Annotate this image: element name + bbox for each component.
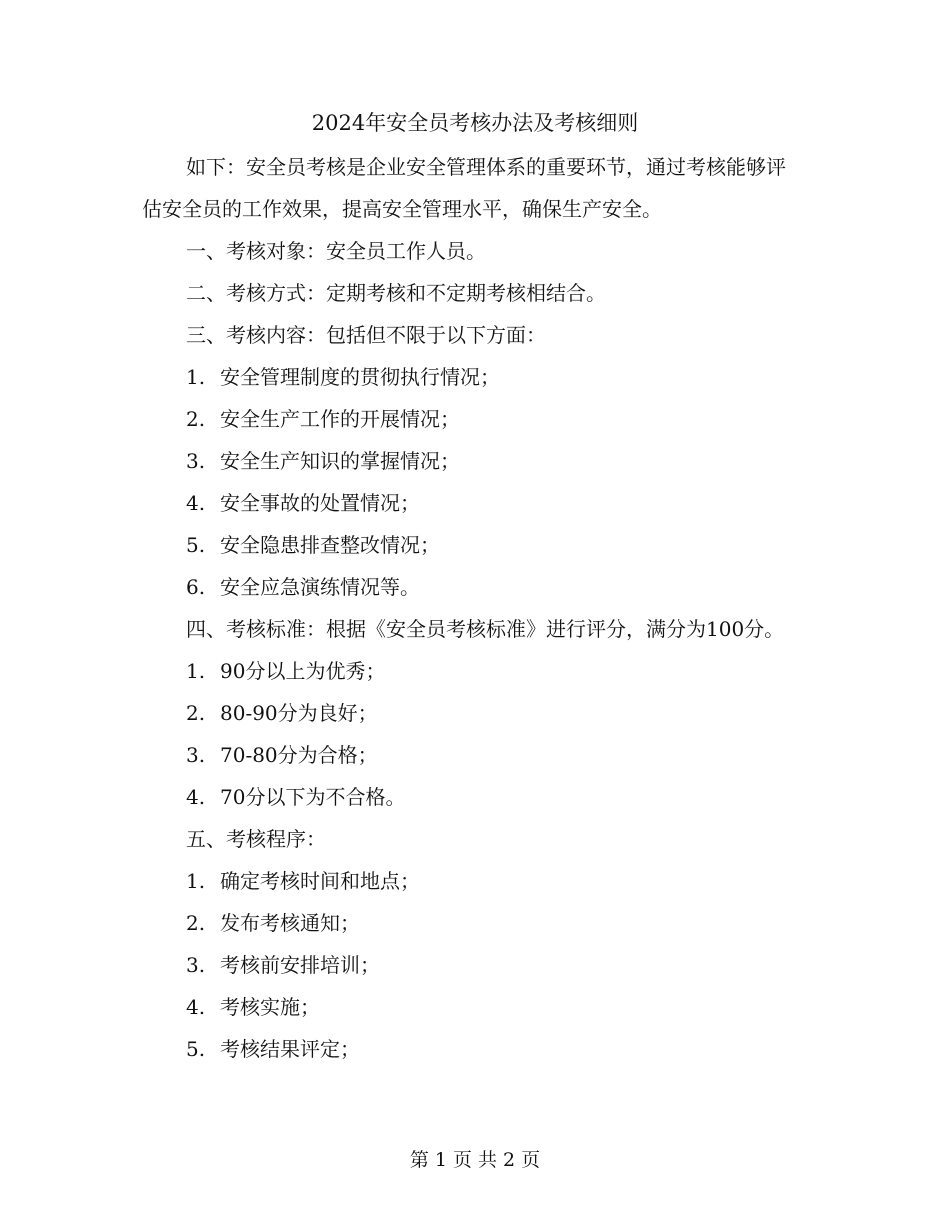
- list-item-number: 5.: [186, 533, 206, 557]
- list-item-number: 1.: [186, 869, 206, 893]
- list-item: [142, 1028, 802, 1070]
- list-item: [142, 986, 802, 1028]
- document-title: 2024年安全员考核办法及考核细则: [311, 111, 639, 135]
- list-item: [142, 482, 802, 524]
- list-item-number: 2.: [186, 911, 206, 935]
- intro-paragraph: 如下：安全员考核是企业安全管理体系的重要环节，通过考核能够评估安全员的工作效果，提高安全管理水平，确保生产安全。: [142, 155, 786, 221]
- list-item-text: 安全隐患排查整改情况；: [220, 533, 440, 557]
- list-item-number: 6.: [186, 575, 206, 599]
- list-item: [142, 734, 802, 776]
- list-item: [142, 944, 802, 986]
- section-5-heading: 五、考核程序：: [186, 827, 326, 851]
- list-item-text: 安全管理制度的贯彻执行情况；: [220, 365, 500, 389]
- list-item-text: 考核实施；: [220, 995, 320, 1019]
- list-item-number: 3.: [186, 953, 206, 977]
- list-item-text: 考核结果评定；: [220, 1037, 360, 1061]
- list-item-number: 1.: [186, 365, 206, 389]
- list-item-number: 4.: [186, 995, 206, 1019]
- section-3-list: [142, 356, 802, 608]
- list-item-text: 安全生产知识的掌握情况；: [220, 449, 460, 473]
- list-item-text: 80-90分为良好；: [220, 701, 378, 725]
- list-item-text: 安全应急演练情况等。: [220, 575, 420, 599]
- list-item: [142, 356, 802, 398]
- list-item: [142, 440, 802, 482]
- list-item-number: 4.: [186, 785, 206, 809]
- list-item-text: 90分以上为优秀；: [220, 659, 386, 683]
- list-item-number: 4.: [186, 491, 206, 515]
- section-5-list: [142, 860, 802, 1070]
- page-number-footer: 第 1 页 共 2 页: [409, 1149, 541, 1171]
- section-1-heading: 一、考核对象：安全员工作人员。: [186, 239, 486, 263]
- list-item-text: 发布考核通知；: [220, 911, 360, 935]
- list-item-text: 安全生产工作的开展情况；: [220, 407, 460, 431]
- section-3-heading: 三、考核内容：包括但不限于以下方面：: [186, 323, 546, 347]
- list-item-text: 安全事故的处置情况；: [220, 491, 420, 515]
- list-item-number: 1.: [186, 659, 206, 683]
- list-item: [142, 692, 802, 734]
- list-item-text: 确定考核时间和地点；: [220, 869, 420, 893]
- document-body: [142, 146, 802, 1070]
- section-4-list: [142, 650, 802, 818]
- list-item-number: 2.: [186, 407, 206, 431]
- list-item: [142, 650, 802, 692]
- list-item: [142, 902, 802, 944]
- list-item-number: 3.: [186, 743, 206, 767]
- list-item-text: 70分以下为不合格。: [220, 785, 406, 809]
- list-item-number: 3.: [186, 449, 206, 473]
- section-2-heading: 二、考核方式：定期考核和不定期考核相结合。: [186, 281, 606, 305]
- section-4-heading: 四、考核标准：根据《安全员考核标准》进行评分，满分为100分。: [186, 617, 785, 641]
- list-item: [142, 860, 802, 902]
- list-item: [142, 776, 802, 818]
- list-item-number: 2.: [186, 701, 206, 725]
- list-item-text: 70-80分为合格；: [220, 743, 378, 767]
- list-item: [142, 566, 802, 608]
- list-item-number: 5.: [186, 1037, 206, 1061]
- list-item-text: 考核前安排培训；: [220, 953, 380, 977]
- list-item: [142, 398, 802, 440]
- list-item: [142, 524, 802, 566]
